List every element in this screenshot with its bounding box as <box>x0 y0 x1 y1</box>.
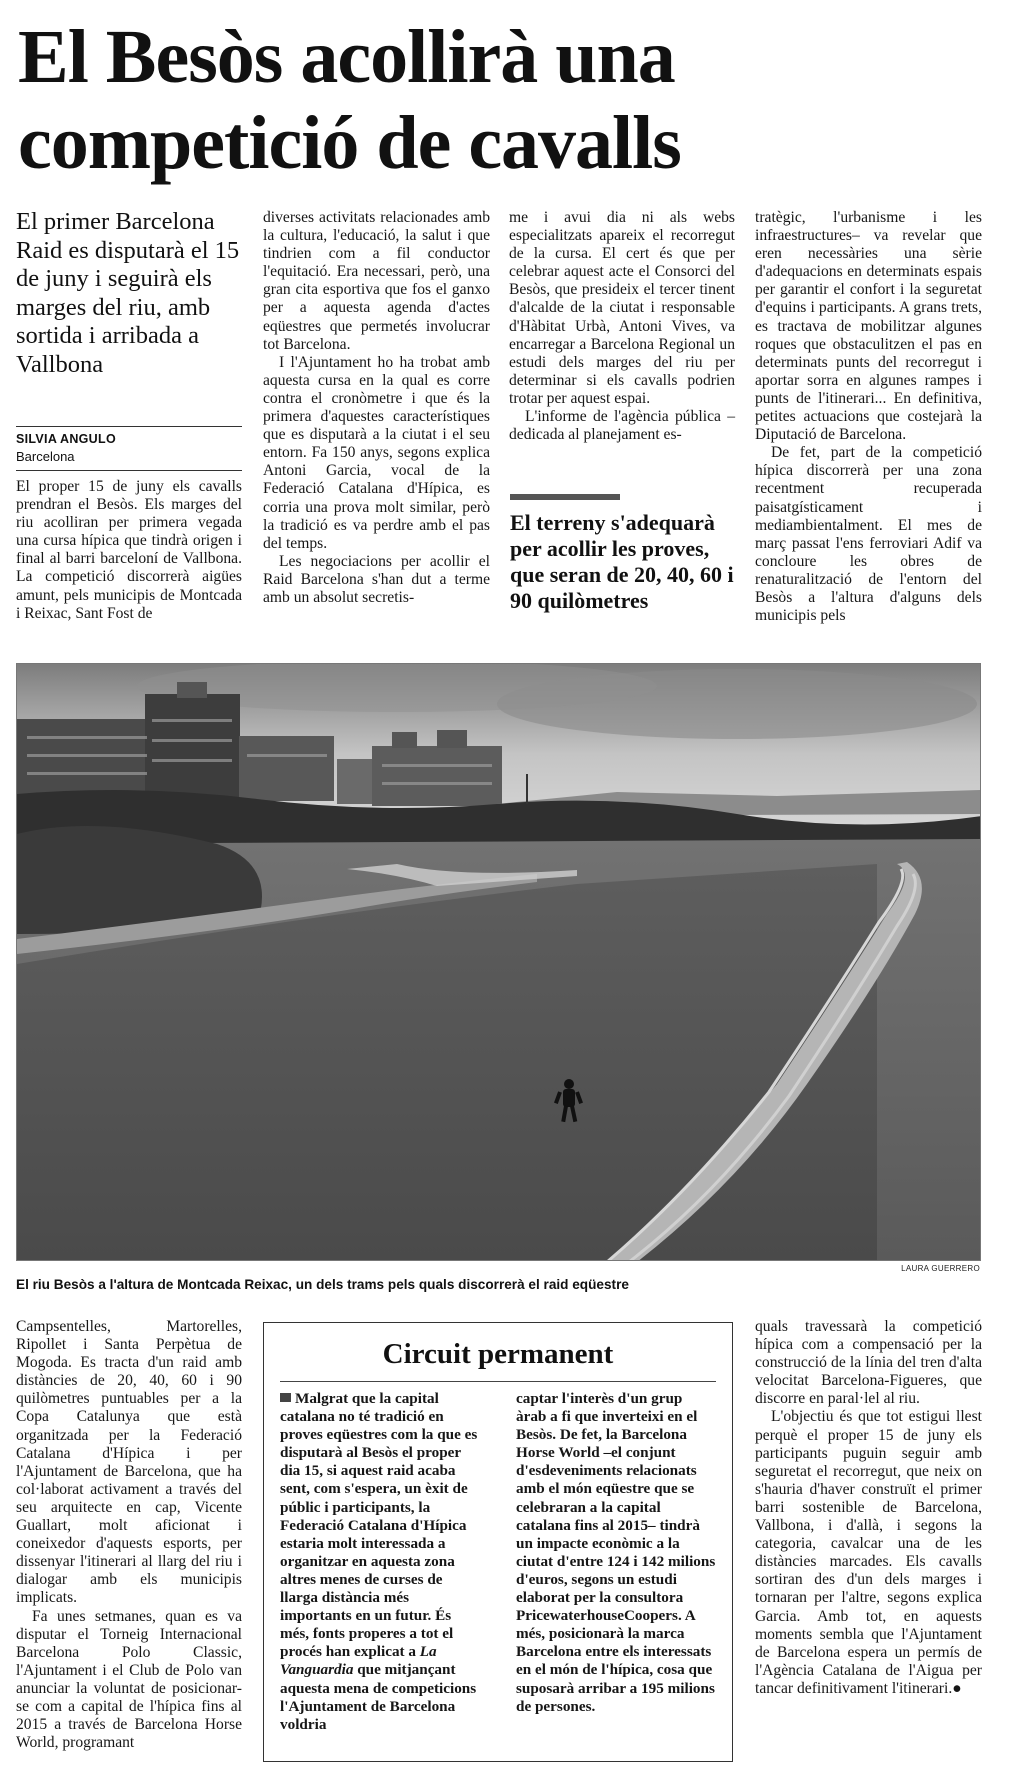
byline: SILVIA ANGULO <box>16 432 116 446</box>
byline-divider <box>16 426 242 427</box>
article-column-5 <box>16 1318 242 1752</box>
paragraph: De fet, part de la competició hípica discorrerà per una zona recentment recuperada paisatgísticament i mediambientalment. El mes de març passat l'ens ferroviari Adif va concloure les obres de renaturalització de l'entorn del Besòs a l'altura d'alguns dels municipis pels <box>755 444 982 625</box>
sidebar-marker-icon <box>280 1393 291 1402</box>
paragraph <box>755 1408 982 1698</box>
lead-divider <box>16 470 242 471</box>
headline <box>18 14 1008 186</box>
paragraph: tratègic, l'urbanisme i les infraestructures– va revelar que eren necessàries una sèrie d'adequacions en determinats espais per garantir el confort i la seguretat d'equins i participants. A grans trets, es tractava de mobilitzar algunes roques que obstaculitzen el pas en determinats punts del recorregut i aportar sorra en algunes rampes i punts de l'itinerari... En definitiva, petites actuacions que costejarà la Diputació de Barcelona. <box>755 209 982 444</box>
article-column-1 <box>16 478 242 623</box>
paragraph: L'informe de l'agència pública –dedicada al planejament es- <box>509 408 735 444</box>
sidebar-title: Circuit permanent <box>382 1338 614 1370</box>
byline-location: Barcelona <box>16 449 75 464</box>
article-column-3 <box>509 209 735 444</box>
publication-name: La Vanguardia <box>280 1643 437 1679</box>
article-column-2 <box>263 209 490 607</box>
article-column-4 <box>755 209 982 625</box>
paragraph: I l'Ajuntament ho ha trobat amb aquesta cursa en la qual es corre contra el cronòmetre i que és la primera d'aquestes característiques que es disputarà a la ciutat i el seu entorn. Fa 150 anys, segons explica Antoni Garcia, vocal de la Federació Catalana d'Hípica, es corria una prova molt similar, però la tradició es va perdre amb el pas del temps. <box>263 353 490 552</box>
paragraph: El proper 15 de juny els cavalls prendran el Besòs. Els marges del riu acolliran per primera vegada una cursa hípica que tindrà origen i final al barri barceloní de Vallbona. La competició discorrerà aigües amunt, pels municipis de Montcada i Reixac, Sant Fost de <box>16 478 242 622</box>
sidebar-column-2: captar l'interès d'un grup àrab a fi que inverteixi en el Besòs. De fet, la Barcelona Horse World –el conjunt d'esdeveniments relacionats amb el món eqüestre que se celebraran a la capital catalana fins al 2015– tindrà un impacte econòmic a la ciutat d'entre 124 i 142 milions d'euros, segons un estudi elaborat per la consultora PricewaterhouseCoopers. A més, posicionarà la marca Barcelona entre els interessats en el món de l'hípica, cosa que suposarà arribar a 195 milions de persones. <box>516 1390 716 1715</box>
sidebar-text: que mitjançant aquesta mena de competicions l'Ajuntament de Barcelona voldria <box>280 1661 477 1733</box>
paragraph-text: L'objectiu és que tot estigui llest perquè el proper 15 de juny els participants puguin seguir amb seguretat el recorregut, que neix on s'hauria d'haver construït el primer barri sostenible de Barcelona, Vallbona, i d'allà, i segons la categoria, cavalcar una de les distàncies marcades. Els cavalls sortiran des d'un dels marges i tornaran per l'altre, segons explica Garcia. Amb tot, en aquests moments sembla que l'Ajuntament de Barcelona espera un permís de l'Agència Catalana de l'Aigua per tancar definitivament l'itinerari. <box>755 1408 982 1697</box>
article-column-6 <box>755 1318 982 1698</box>
photo-credit: LAURA GUERRERO <box>901 1264 980 1273</box>
sidebar-title-divider <box>280 1381 716 1382</box>
paragraph: Campsentelles, Martorelles, Ripollet i Santa Perpètua de Mogoda. Es tracta d'un raid amb distàncies de 20, 40, 60 i 90 quilòmetres puntuables per a la Copa Catalunya que està organitzada per la Federació Catalana d'Hípica i per l'Ajuntament de Barcelona, que ha col·laborat activament a través del seu arquitecte en cap, Vicente Guallart, molt aficionat i coneixedor d'aquests esports, per dissenyar l'itinerari al llarg del riu i dialogar amb els municipis implicats. <box>16 1318 242 1607</box>
paragraph: Les negociacions per acollir el Raid Barcelona s'han dut a terme amb un absolut secretis- <box>263 552 490 606</box>
headline-line-1: El Besòs acollirà una <box>18 15 675 99</box>
photo-caption: El riu Besòs a l'altura de Montcada Reixac, un dels trams pels quals discorrerà el raid eqüestre <box>16 1277 629 1292</box>
subheadline: El primer Barcelona Raid es disputarà el 15 de juny i seguirà els marges del riu, amb sortida i arribada a Vallbona <box>16 208 240 378</box>
paragraph: me i avui dia ni als webs especialitzats apareix el recorregut de la cursa. El cert és que per celebrar aquest acte el Consorci del Besòs, que presideix el tercer tinent d'alcalde de la ciutat i responsable d'Hàbitat Urbà, Antoni Vives, va encarregar a Barcelona Regional un estudi dels marges del riu per determinar si els cavalls podrien trotar per aquest espai. <box>509 209 735 407</box>
paragraph: diverses activitats relacionades amb la cultura, l'educació, la salut i que tindrien com a fil conductor l'equitació. Era necessari, però, una gran cita esportiva que fos el ganxo per a aquesta agenda d'actes eqüestres que permetés involucrar tot Barcelona. <box>263 209 490 353</box>
headline-line-2: competició de cavalls <box>18 101 681 185</box>
pullquote-bar <box>510 494 620 500</box>
sidebar-column-1 <box>280 1390 480 1734</box>
paragraph: quals travessarà la competició hípica com a compensació per la construcció de la línia del tren d'alta velocitat Barcelona-Figueres, que discorre en paral·lel al riu. <box>755 1318 982 1408</box>
end-mark: ● <box>952 1679 962 1697</box>
sidebar-text: Malgrat que la capital catalana no té tradició en proves eqüestres com la que es disputarà al Besòs el proper dia 15, si aquest raid acaba sent, com s'espera, un èxit de públic i participants, la Federació Catalana d'Hípica estaria molt interessada a organitzar en aquesta zona altres menes de curses de llarga distància més importants en un futur. És més, fonts properes a tot el procés han explicat a <box>280 1390 478 1661</box>
pullquote: El terreny s'adequarà per acollir les proves, que seran de 20, 40, 60 i 90 quilòmetres <box>510 510 734 613</box>
paragraph: Fa unes setmanes, quan es va disputar el Torneig Internacional Barcelona Polo Classic, l'Ajuntament i el Club de Polo van anunciar la voluntat de posicionar-se com a capital de l'hípica fins al 2015 a través de Barcelona Horse World, programant <box>16 1607 242 1752</box>
article-photo <box>16 663 981 1261</box>
